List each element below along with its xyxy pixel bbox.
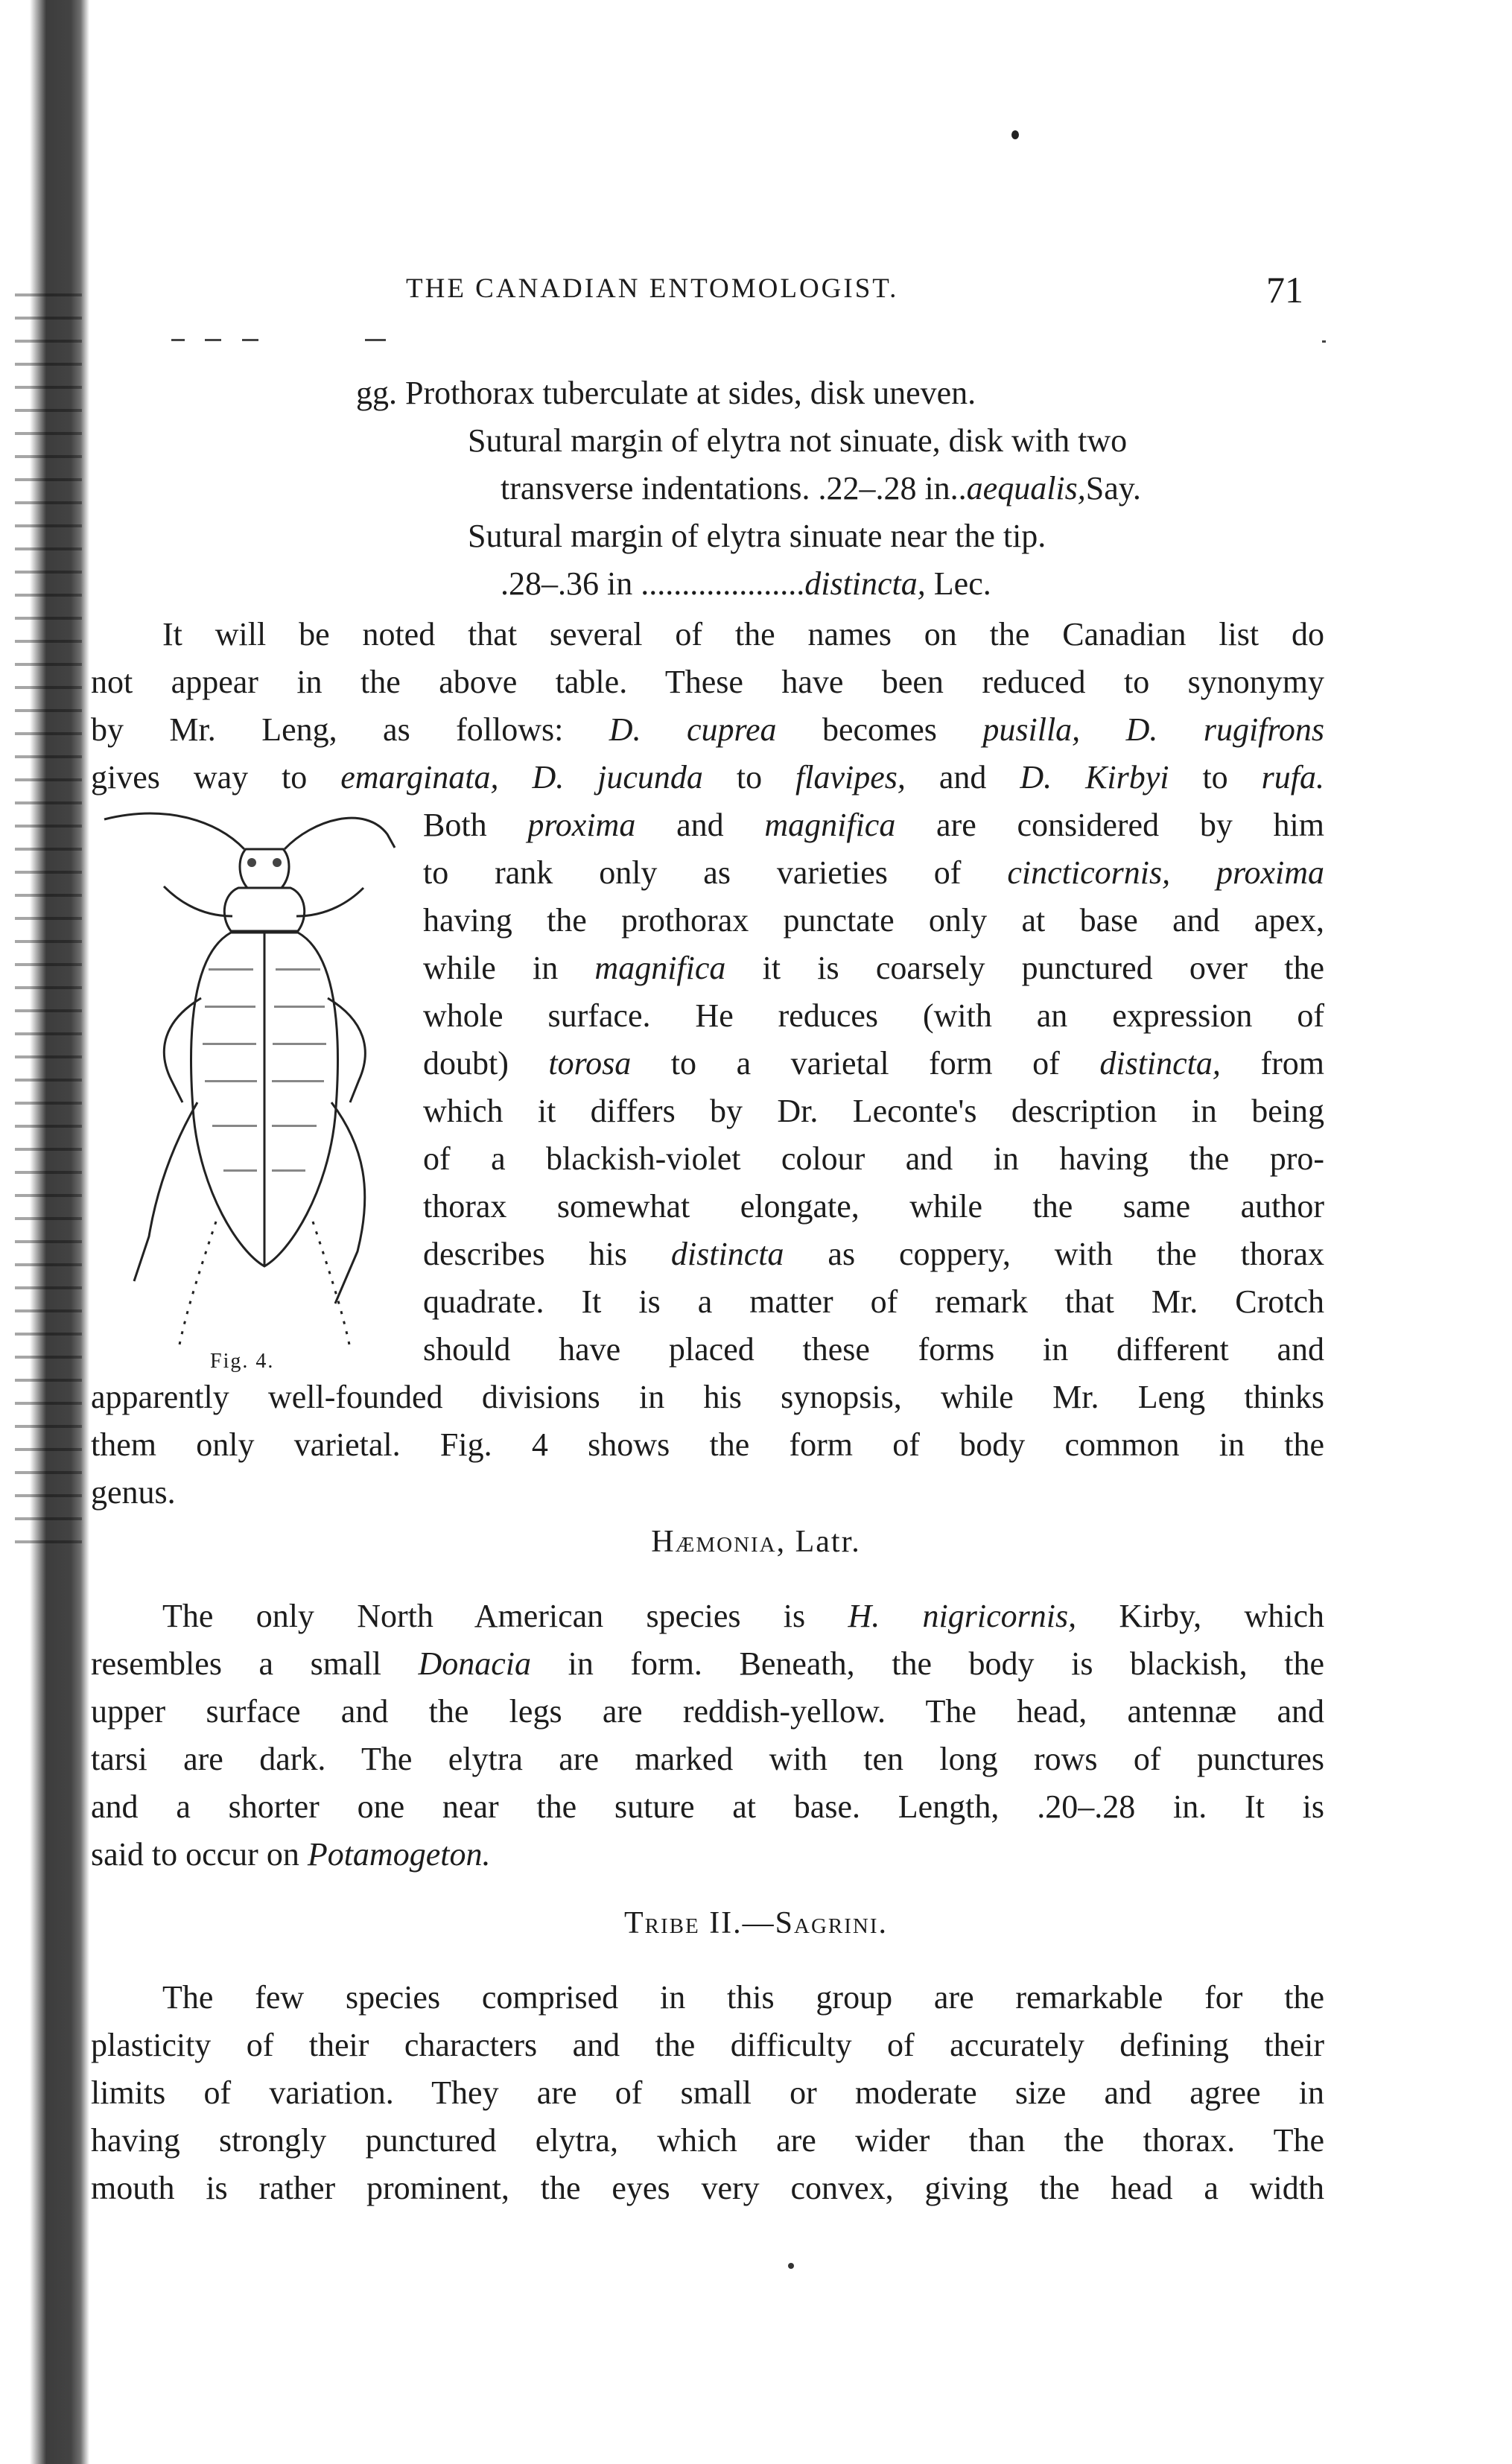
text-line: apparently well-founded divisions in his synopsis, while Mr. Leng thinks [91,1379,1324,1415]
section-heading-sagrini: Tribe II.—Sagrini. [623,1906,889,1940]
text-line: while in magnifica it is coarsely punctured over the [423,950,1324,986]
key-entry: gg. Prothorax tuberculate at sides, disk uneven. [356,375,976,411]
text-line: which it differs by Dr. Leconte's description in being [423,1093,1324,1129]
text-line: gives way to emarginata, D. jucunda to flavipes, and D. Kirbyi to rufa. [91,759,1324,796]
figure-caption: Fig. 4. [210,1350,275,1373]
text-line: doubt) torosa to a varietal form of distincta, from [423,1045,1324,1082]
beetle-icon [89,804,439,1371]
text-line: them only varietal. Fig. 4 shows the form of body common in the [91,1426,1324,1463]
text-line: to rank only as varieties of cincticornis, proxima [423,854,1324,891]
journal-title: THE CANADIAN ENTOMOLOGIST. [406,273,899,304]
key-entry: Sutural margin of elytra sinuate near the tip. [468,518,1046,554]
text-line: The few species comprised in this group are remarkable for the [162,1979,1324,2016]
text-line: describes his distincta as coppery, with the thorax [423,1236,1325,1272]
ink-speck [788,2263,794,2269]
beetle-illustration [89,804,439,1371]
text-line: resembles a small Donacia in form. Beneath, the body is blackish, the [91,1645,1324,1682]
ink-speck [1011,130,1019,139]
text-line: upper surface and the legs are reddish-yellow. The head, antennæ and [91,1693,1324,1730]
text-line: tarsi are dark. The elytra are marked with ten long rows of punctures [91,1741,1324,1777]
text-line: should have placed these forms in different and [423,1331,1324,1368]
text-line: limits of variation. They are of small or moderate size and agree in [91,2074,1324,2111]
text-line: and a shorter one near the suture at base. Length, .20–.28 in. It is [91,1788,1324,1825]
text-line: having the prothorax punctate only at base and apex, [423,902,1324,939]
text-line: Both proxima and magnifica are considered by him [423,807,1325,843]
key-entry: transverse indentations. .22–.28 in..aequalis,Say. [501,470,1141,507]
text-line: thorax somewhat elongate, while the same author [423,1188,1324,1225]
text-line: by Mr. Leng, as follows: D. cuprea becomes pusilla, D. rugifrons [91,711,1325,748]
text-line: quadrate. It is a matter of remark that Mr. Crotch [423,1283,1324,1320]
text-line: whole surface. He reduces (with an expression of [423,997,1324,1034]
text-line: It will be noted that several of the names on the Canadian list do [162,616,1324,652]
text-line: of a blackish-violet colour and in having the pro- [423,1140,1324,1177]
text-line: not appear in the above table. These have been reduced to synonymy [91,664,1324,700]
text-line: mouth is rather prominent, the eyes very convex, giving the head a width [91,2170,1324,2206]
header-rule [171,339,1333,343]
section-heading-haemonia: Hæmonia, Latr. [651,1525,861,1559]
running-head [0,268,1512,320]
page-number: 71 [1266,269,1303,311]
binding-shadow [15,283,82,1549]
text-line: plasticity of their characters and the difficulty of accurately defining their [91,2027,1324,2063]
text-line: said to occur on Potamogeton. [91,1836,491,1873]
text-line: The only North American species is H. nigricornis, Kirby, which [162,1598,1324,1634]
text-line: having strongly punctured elytra, which are wider than the thorax. The [91,2122,1324,2159]
key-entry: Sutural margin of elytra not sinuate, disk with two [468,422,1128,459]
text-line: genus. [91,1474,176,1511]
key-entry: .28–.36 in ....................distincta, Lec. [501,565,991,602]
